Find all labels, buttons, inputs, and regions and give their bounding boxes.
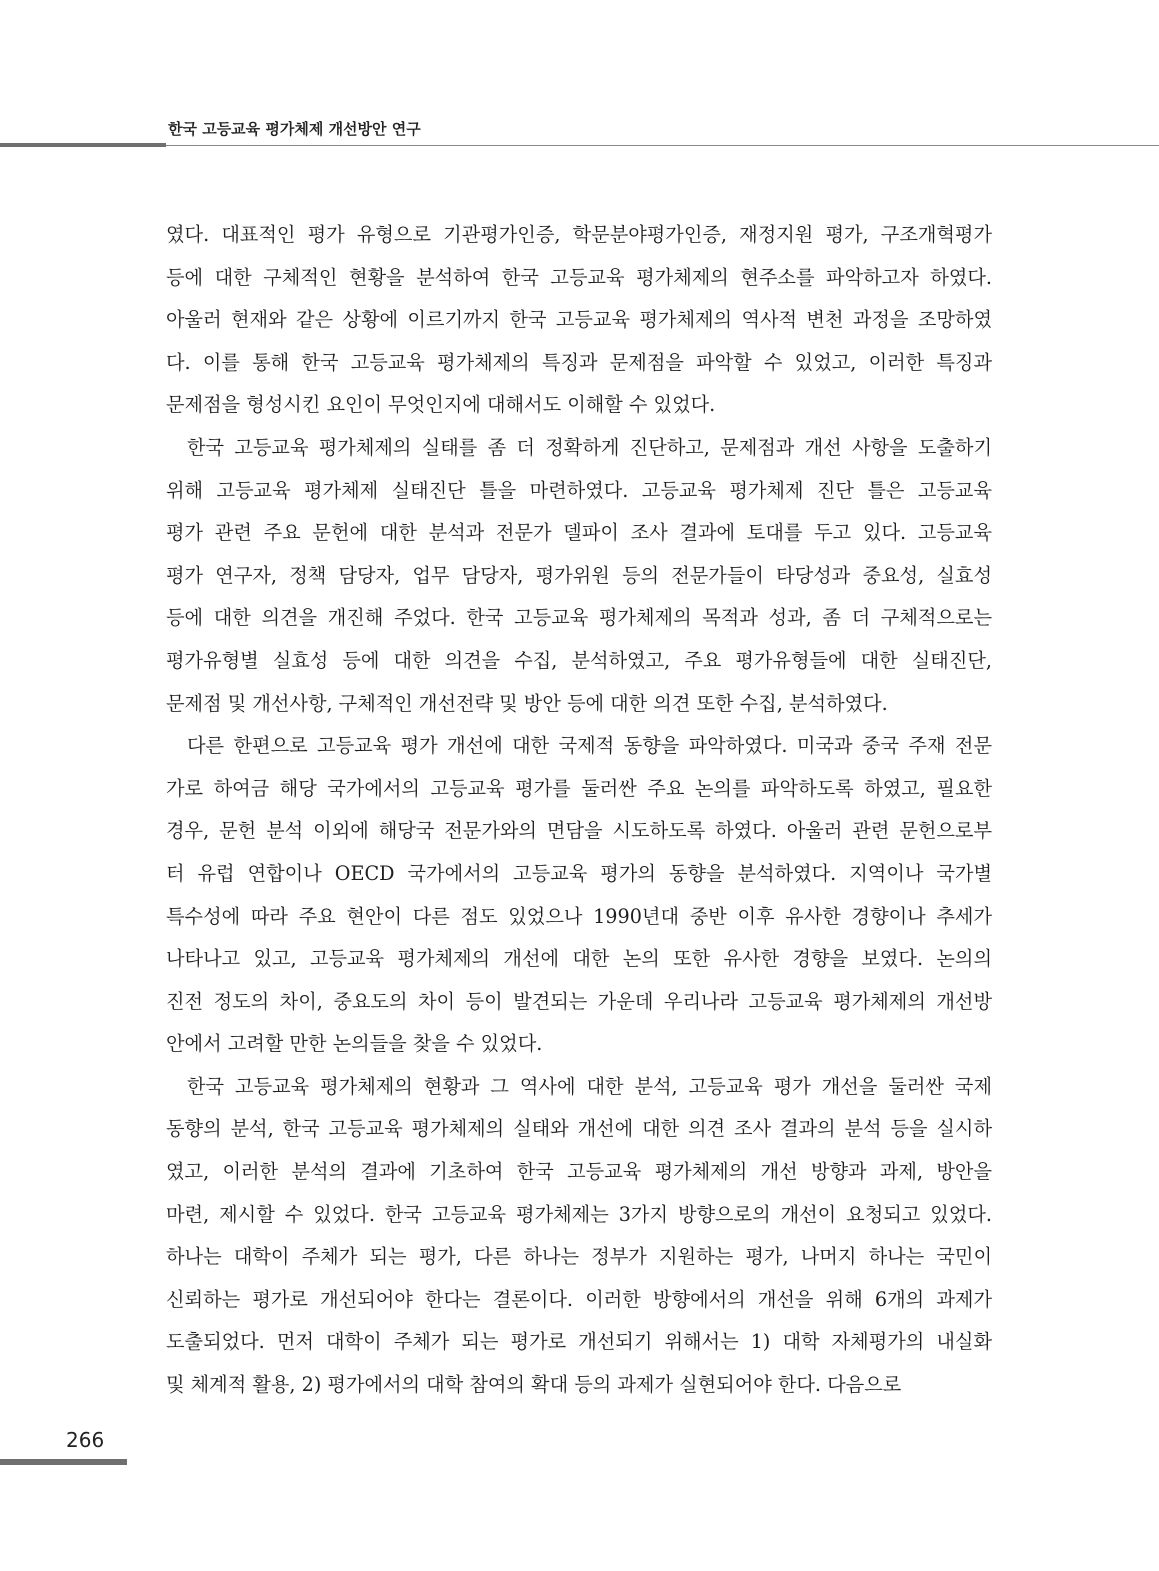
text-line: 동향의 분석, 한국 고등교육 평가체제의 실태와 개선에 대한 의견 조사 결과의 분석 등을 실시하 [166,1117,992,1141]
text-line: 도출되었다. 먼저 대학이 주체가 되는 평가로 개선되기 위해서는 1) 대학 자체평가의 내실화 [166,1330,992,1354]
text-line: 평가 관련 주요 문헌에 대한 분석과 전문가 델파이 조사 결과에 토대를 두고 있다. 고등교육 [166,521,992,545]
text-line: 진전 정도의 차이, 중요도의 차이 등이 발견되는 가운데 우리나라 고등교육 평가체제의 개선방 [166,989,992,1013]
text-line: 한국 고등교육 평가체제의 현황과 그 역사에 대한 분석, 고등교육 평가 개선을 둘러싼 국제 [187,1074,992,1098]
header-rule-thick [0,143,166,147]
text-line: 마련, 제시할 수 있었다. 한국 고등교육 평가체제는 3가지 방향으로의 개선이 요청되고 있었다. [166,1202,992,1226]
text-line: 위해 고등교육 평가체제 실태진단 틀을 마련하였다. 고등교육 평가체제 진단 틀은 고등교육 [166,478,992,502]
footer-rule [0,1459,127,1465]
running-header-title: 한국 고등교육 평가체제 개선방안 연구 [168,120,421,138]
header-rule-thin [166,145,1159,146]
text-line: 하나는 대학이 주체가 되는 평가, 다른 하나는 정부가 지원하는 평가, 나머지 하나는 국민이 [166,1245,992,1269]
text-line: 및 체계적 활용, 2) 평가에서의 대학 참여의 확대 등의 과제가 실현되어야 한다. 다음으로 [166,1373,902,1397]
page-number: 266 [66,1428,105,1452]
text-line: 평가 연구자, 정책 담당자, 업무 담당자, 평가위원 등의 전문가들이 타당성과 중요성, 실효성 [166,563,992,587]
text-line: 문제점 및 개선사항, 구체적인 개선전략 및 방안 등에 대한 의견 또한 수집, 분석하였다. [166,691,888,715]
text-line: 터 유럽 연합이나 OECD 국가에서의 고등교육 평가의 동향을 분석하였다. 지역이나 국가별 [166,861,992,885]
text-line: 신뢰하는 평가로 개선되어야 한다는 결론이다. 이러한 방향에서의 개선을 위해 6개의 과제가 [166,1287,992,1311]
paragraph [166,427,992,725]
text-line: 등에 대한 구체적인 현황을 분석하여 한국 고등교육 평가체제의 현주소를 파악하고자 하였다. [166,265,992,289]
text-line: 다른 한편으로 고등교육 평가 개선에 대한 국제적 동향을 파악하였다. 미국과 중국 주재 전문 [187,734,992,758]
paragraph [166,725,992,1066]
text-line: 문제점을 형성시킨 요인이 무엇인지에 대해서도 이해할 수 있었다. [166,393,716,417]
text-line: 특수성에 따라 주요 현안이 다른 점도 있었으나 1990년대 중반 이후 유사한 경향이나 추세가 [166,904,992,928]
text-line: 한국 고등교육 평가체제의 실태를 좀 더 정확하게 진단하고, 문제점과 개선 사항을 도출하기 [187,435,992,459]
text-line: 다. 이를 통해 한국 고등교육 평가체제의 특징과 문제점을 파악할 수 있었고, 이러한 특징과 [166,350,992,374]
text-line: 였고, 이러한 분석의 결과에 기초하여 한국 고등교육 평가체제의 개선 방향과 과제, 방안을 [166,1160,992,1184]
text-line: 나타나고 있고, 고등교육 평가체제의 개선에 대한 논의 또한 유사한 경향을 보였다. 논의의 [166,947,992,971]
text-line: 경우, 문헌 분석 이외에 해당국 전문가와의 면담을 시도하도록 하였다. 아울러 관련 문헌으로부 [166,819,992,843]
text-line: 평가유형별 실효성 등에 대한 의견을 수집, 분석하였고, 주요 평가유형들에 대한 실태진단, [166,648,992,672]
text-line: 가로 하여금 해당 국가에서의 고등교육 평가를 둘러싼 주요 논의를 파악하도록 하였고, 필요한 [166,776,992,800]
text-line: 였다. 대표적인 평가 유형으로 기관평가인증, 학문분야평가인증, 재정지원 평가, 구조개혁평가 [166,223,992,246]
paragraph [166,1066,992,1407]
text-line: 아울러 현재와 같은 상황에 이르기까지 한국 고등교육 평가체제의 역사적 변천 과정을 조망하였 [166,308,992,332]
text-line: 등에 대한 의견을 개진해 주었다. 한국 고등교육 평가체제의 목적과 성과, 좀 더 구체적으로는 [166,606,992,630]
body-text [166,214,992,1407]
text-line: 안에서 고려할 만한 논의들을 찾을 수 있었다. [166,1032,543,1056]
paragraph [166,214,992,427]
